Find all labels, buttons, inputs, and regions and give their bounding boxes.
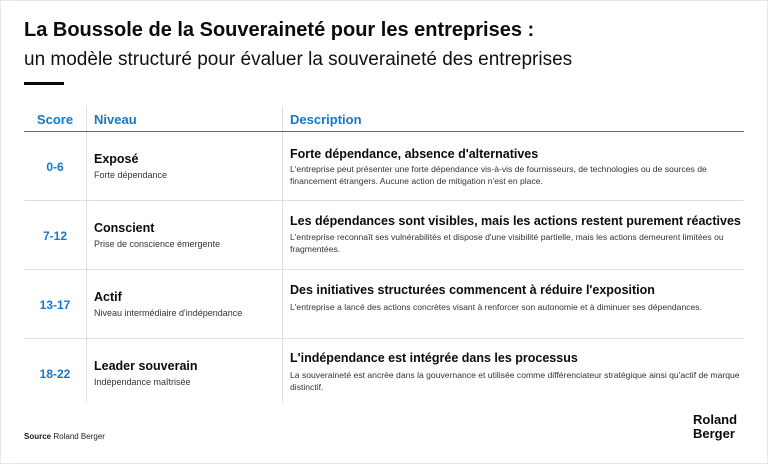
sovereignty-table bbox=[24, 106, 744, 407]
logo-line-2: Berger bbox=[693, 426, 735, 441]
row-level-sub: Niveau intermédiaire d'indépendance bbox=[94, 308, 243, 318]
table-row bbox=[24, 201, 744, 270]
roland-berger-logo bbox=[693, 413, 737, 441]
row-level: Actif bbox=[94, 290, 122, 304]
row-desc-text: La souveraineté est ancrée dans la gouvernance et utilisée comme différenciateur stratégique ainsi qu'actif de marque distinctif. bbox=[290, 370, 740, 392]
header-description: Description bbox=[290, 112, 362, 127]
source-label: Source bbox=[24, 432, 52, 441]
row-desc-text: L'entreprise a lancé des actions concrètes visant à renforcer son autonomie et à diminuer ses dépendances. bbox=[290, 302, 702, 312]
row-level-sub: Indépendance maîtrisée bbox=[94, 377, 191, 387]
row-level: Exposé bbox=[94, 152, 139, 166]
row-level-sub: Prise de conscience émergente bbox=[94, 239, 221, 249]
table-header bbox=[24, 106, 744, 132]
header-score: Score bbox=[36, 112, 74, 127]
row-score: 0-6 bbox=[46, 160, 64, 174]
row-score: 18-22 bbox=[39, 367, 71, 381]
row-level-sub: Forte dépendance bbox=[94, 170, 168, 180]
row-desc-title: Forte dépendance, absence d'alternatives bbox=[290, 147, 539, 161]
row-desc-title: Des initiatives structurées commencent à réduire l'exposition bbox=[290, 283, 655, 297]
row-score: 13-17 bbox=[39, 298, 71, 312]
title-underline bbox=[24, 82, 64, 85]
source-text: Roland Berger bbox=[53, 432, 105, 441]
row-score: 7-12 bbox=[42, 229, 68, 243]
row-desc-text: L'entreprise reconnaît ses vulnérabilités et dispose d'une visibilité partielle, mais les actions demeurent limitées ou fragmentées. bbox=[290, 232, 724, 254]
row-level: Conscient bbox=[94, 221, 155, 235]
page-title: La Boussole de la Souveraineté pour les entreprises : bbox=[24, 19, 535, 41]
table-row bbox=[24, 132, 744, 201]
header-niveau: Niveau bbox=[94, 112, 137, 127]
table-row bbox=[24, 339, 744, 407]
logo-line-1: Roland bbox=[693, 412, 738, 427]
row-desc-title: L'indépendance est intégrée dans les processus bbox=[290, 351, 578, 365]
row-level: Leader souverain bbox=[94, 359, 198, 373]
source-note bbox=[24, 432, 105, 441]
row-desc-text: L'entreprise peut présenter une forte dépendance vis-à-vis de fournisseurs, de technologies ou de sources de financement étrangers. Aucune action de mitigation n'est en place. bbox=[290, 164, 707, 186]
row-desc-title: Les dépendances sont visibles, mais les actions restent purement réactives bbox=[290, 214, 741, 228]
table-row bbox=[24, 270, 744, 339]
page-subtitle: un modèle structuré pour évaluer la souveraineté des entreprises bbox=[24, 49, 573, 70]
